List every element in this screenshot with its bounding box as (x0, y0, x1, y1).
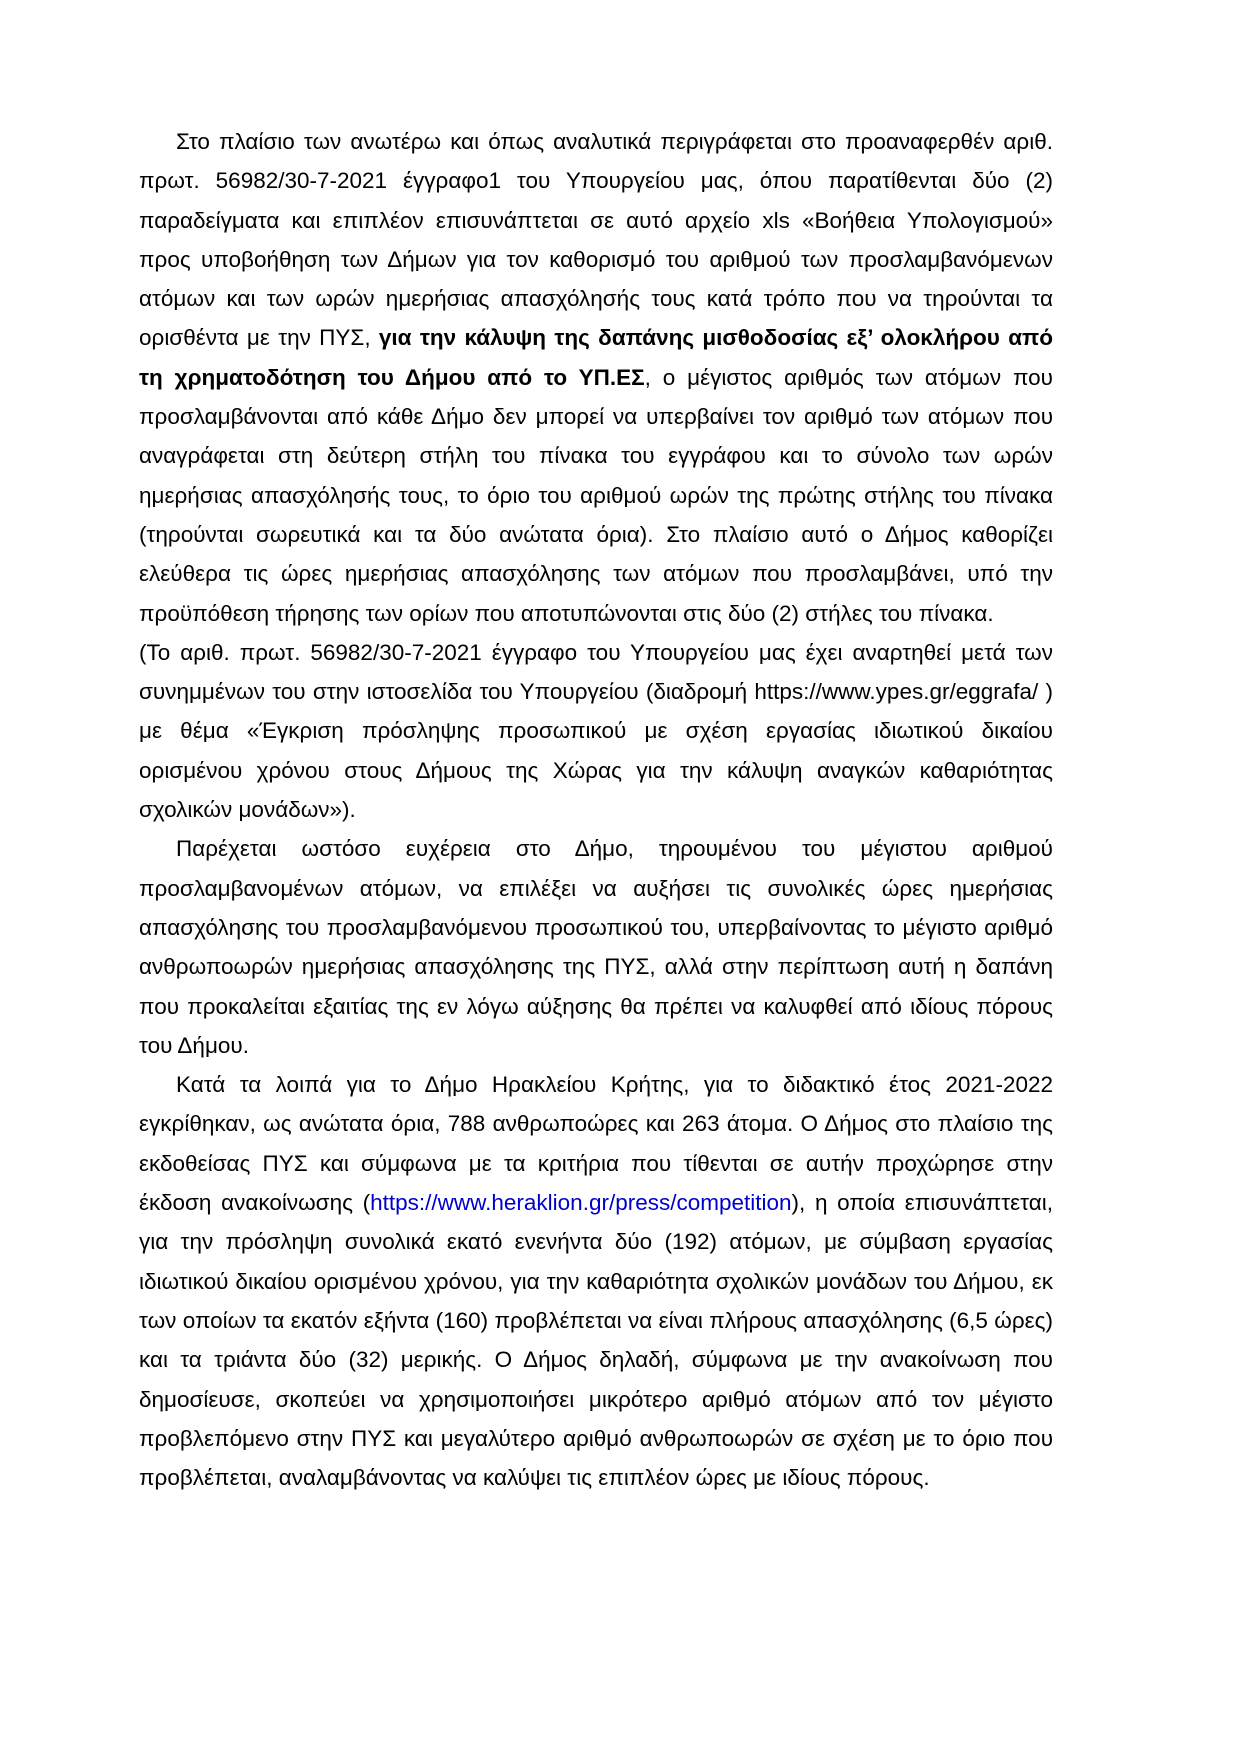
heraklion-announcement-link[interactable]: https://www.heraklion.gr/press/competition (370, 1190, 792, 1216)
text-run: Παρέχεται ωστόσο ευχέρεια στο Δήμο, τηρουμένου του μέγιστου αριθμού προσλαμβανομένων ατόμων, να επιλέξει να αυξήσει τις συνολικές ώρες ημερήσιας απασχόλησης του προσλαμβανόμενου προσωπικού του, υπερβαίνοντας το μέγιστο αριθμό ανθρωποωρών ημερήσιας απασχόλησης της ΠΥΣ, αλλά στην περίπτωση αυτή η δαπάνη που προκαλείται εξαιτίας της εν λόγω αύξησης θα πρέπει να καλυφθεί από ιδίους πόρους του Δήμου. (139, 836, 1053, 1058)
document-body (139, 122, 1053, 1497)
text-run: (Το αριθ. πρωτ. 56982/30-7-2021 έγγραφο του Υπουργείου μας έχει αναρτηθεί μετά των συνημμένων του στην ιστοσελίδα του Υπουργείου (διαδρομή https://www.ypes.gr/eggrafa/ ) με θέμα «Έγκριση πρόσληψης προσωπικού με σχέση εργασίας ιδιωτικού δικαίου ορισμένου χρόνου στους Δήμους της Χώρας για την κάλυψη αναγκών καθαριότητας σχολικών μονάδων»). (139, 639, 1053, 823)
paragraph-document-posted-online (139, 633, 1053, 829)
paragraph-heraklion-details (139, 1065, 1053, 1497)
paragraph-approval-framework (139, 122, 1053, 633)
text-run: ), η οποία επισυνάπτεται, για την πρόσληψη συνολικά εκατό ενενήντα δύο (192) ατόμων, με σύμβαση εργασίας ιδιωτικού δικαίου ορισμένου χρόνου, για την καθαριότητα σχολικών μονάδων του Δήμου, εκ των οποίων τα εκατόν εξήντα (160) προβλέπεται να είναι πλήρους απασχόλησης (6,5 ώρες) και τα τριάντα δύο (32) μερικής. Ο Δήμος δηλαδή, σύμφωνα με την ανακοίνωση που δημοσίευσε, σκοπεύει να χρησιμοποιήσει μικρότερο αριθμό ατόμων από τον μέγιστο προβλεπόμενο στην ΠΥΣ και μεγαλύτερο αριθμό ανθρωποωρών σε σχέση με το όριο που προβλέπεται, αναλαμβάνοντας να καλύψει τις επιπλέον ώρες με ιδίους πόρους. (139, 1190, 1053, 1491)
text-run: , ο μέγιστος αριθμός των ατόμων που προσλαμβάνονται από κάθε Δήμο δεν μπορεί να υπερβαίνει τον αριθμό των ατόμων που αναγράφεται στη δεύτερη στήλη του πίνακα του εγγράφου και το σύνολο των ωρών ημερήσιας απασχόλησής τους, το όριο του αριθμού ωρών της πρώτης στήλης του πίνακα (τηρούνται σωρευτικά και τα δύο ανώτατα όρια). Στο πλαίσιο αυτό ο Δήμος καθορίζει ελεύθερα τις ώρες ημερήσιας απασχόλησης των ατόμων που προσλαμβάνει, υπό την προϋπόθεση τήρησης των ορίων που αποτυπώνονται στις δύο (2) στήλες του πίνακα. (139, 364, 1053, 626)
paragraph-municipality-discretion (139, 829, 1053, 1065)
text-run: Στο πλαίσιο των ανωτέρω και όπως αναλυτικά περιγράφεται στο προαναφερθέν αριθ. πρωτ. 56982/30-7-2021 έγγραφο1 του Υπουργείου μας, όπου παρατίθενται δύο (2) παραδείγματα και επιπλέον επισυνάπτεται σε αυτό αρχείο xls «Βοήθεια Υπολογισμού» προς υποβοήθηση των Δήμων για τον καθορισμό του αριθμού των προσλαμβανόμενων ατόμων και των ωρών ημερήσιας απασχόλησής τους κατά τρόπο που να τηρούνται τα ορισθέντα με την ΠΥΣ, (139, 129, 1053, 351)
text-run: Κατά τα λοιπά για το Δήμο Ηρακλείου Κρήτης, για το διδακτικό έτος 2021-2022 εγκρίθηκαν, ως ανώτατα όρια, 788 ανθρωποώρες και 263 άτομα. Ο Δήμος στο πλαίσιο της εκδοθείσας ΠΥΣ και σύμφωνα με τα κριτήρια που τίθενται σε αυτήν προχώρησε στην έκδοση ανακοίνωσης ( (139, 1072, 1053, 1216)
emphasized-text-run: για την κάλυψη της δαπάνης μισθοδοσίας εξ’ ολοκλήρου από τη χρηματοδότηση του Δήμου από το ΥΠ.ΕΣ (139, 325, 1053, 390)
